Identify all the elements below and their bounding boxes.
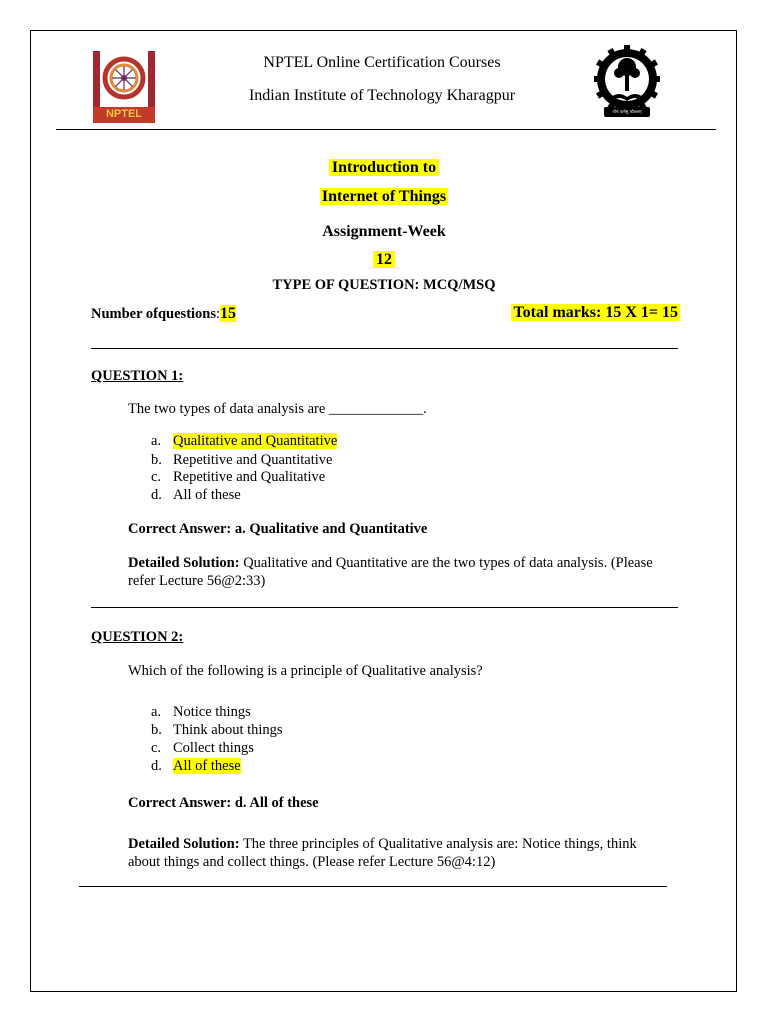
option-label: a. bbox=[151, 704, 162, 720]
nptel-logo-text: NPTEL bbox=[105, 108, 143, 120]
question-1-option-a bbox=[151, 433, 337, 450]
header-divider bbox=[56, 129, 716, 130]
option-label: d. bbox=[151, 487, 162, 503]
iit-logo-motto: योगः कर्मसु कौशलम् bbox=[612, 109, 642, 114]
header-org-name: NPTEL Online Certification Courses bbox=[263, 54, 501, 71]
number-of-questions-sep: : bbox=[216, 306, 221, 322]
assignment-heading: Assignment-Week bbox=[322, 223, 446, 240]
question-1-option-c bbox=[151, 469, 325, 486]
option-text: Repetitive and Quantitative bbox=[173, 452, 333, 468]
title-line1-wrap bbox=[0, 158, 768, 178]
course-title-line1: Introduction to bbox=[329, 159, 439, 176]
solution-text: Qualitative and Quantitative are the two types of data analysis. (Please bbox=[239, 555, 653, 571]
solution-label: Detailed Solution: bbox=[128, 555, 240, 571]
option-label: b. bbox=[151, 452, 162, 468]
total-marks-wrap bbox=[420, 303, 680, 323]
question-1-correct-answer: Correct Answer: a. Qualitative and Quantitative bbox=[128, 521, 428, 537]
question-1-option-b bbox=[151, 452, 332, 469]
question-1-option-d bbox=[151, 487, 241, 504]
solution-label: Detailed Solution: bbox=[128, 836, 240, 852]
option-label: c. bbox=[151, 469, 162, 485]
question-2-heading: QUESTION 2: bbox=[91, 629, 184, 645]
option-label: b. bbox=[151, 722, 162, 738]
solution-line-2: refer Lecture 56@2:33) bbox=[128, 573, 266, 589]
question-1-solution bbox=[128, 554, 688, 590]
week-number: 12 bbox=[373, 251, 395, 268]
question-2-option-c bbox=[151, 740, 254, 757]
option-text: Think about things bbox=[173, 722, 283, 738]
question-type: TYPE OF QUESTION: MCQ/MSQ bbox=[272, 277, 496, 293]
iit-kharagpur-logo bbox=[594, 45, 660, 121]
question-2-option-d bbox=[151, 758, 241, 775]
title-line2-wrap bbox=[0, 187, 768, 207]
option-text: Qualitative and Quantitative bbox=[173, 433, 338, 449]
option-label: a. bbox=[151, 433, 162, 449]
solution-line-1 bbox=[128, 554, 688, 572]
question-1-text: The two types of data analysis are _____________. bbox=[128, 401, 427, 417]
question-2-option-b bbox=[151, 722, 283, 739]
option-text: All of these bbox=[173, 758, 241, 774]
question-2-solution bbox=[128, 835, 688, 871]
section-divider-2 bbox=[91, 607, 678, 608]
option-label: d. bbox=[151, 758, 162, 774]
solution-line-1 bbox=[128, 835, 688, 853]
number-of-questions bbox=[91, 305, 236, 323]
week-number-wrap bbox=[0, 250, 768, 270]
option-text: Notice things bbox=[173, 704, 251, 720]
option-text: All of these bbox=[173, 487, 241, 503]
option-label: c. bbox=[151, 740, 162, 756]
course-title-line2: Internet of Things bbox=[321, 188, 447, 205]
question-2-text: Which of the following is a principle of Qualitative analysis? bbox=[128, 663, 483, 679]
nptel-logo bbox=[91, 51, 157, 123]
question-1-heading: QUESTION 1: bbox=[91, 368, 184, 384]
option-text: Repetitive and Qualitative bbox=[173, 469, 326, 485]
section-divider-1 bbox=[91, 348, 678, 349]
section-divider-3 bbox=[79, 886, 667, 887]
header-institute-name: Indian Institute of Technology Kharagpur bbox=[248, 87, 516, 104]
question-2-correct-answer: Correct Answer: d. All of these bbox=[128, 795, 319, 811]
option-text: Collect things bbox=[173, 740, 254, 756]
solution-line-2: about things and collect things. (Please refer Lecture 56@4:12) bbox=[128, 854, 496, 870]
solution-text: The three principles of Qualitative analysis are: Notice things, think bbox=[239, 836, 637, 852]
number-of-questions-label: Number ofquestions bbox=[91, 306, 217, 322]
total-marks: Total marks: 15 X 1= 15 bbox=[513, 304, 678, 321]
question-2-option-a bbox=[151, 704, 251, 721]
number-of-questions-value: 15 bbox=[220, 305, 237, 322]
